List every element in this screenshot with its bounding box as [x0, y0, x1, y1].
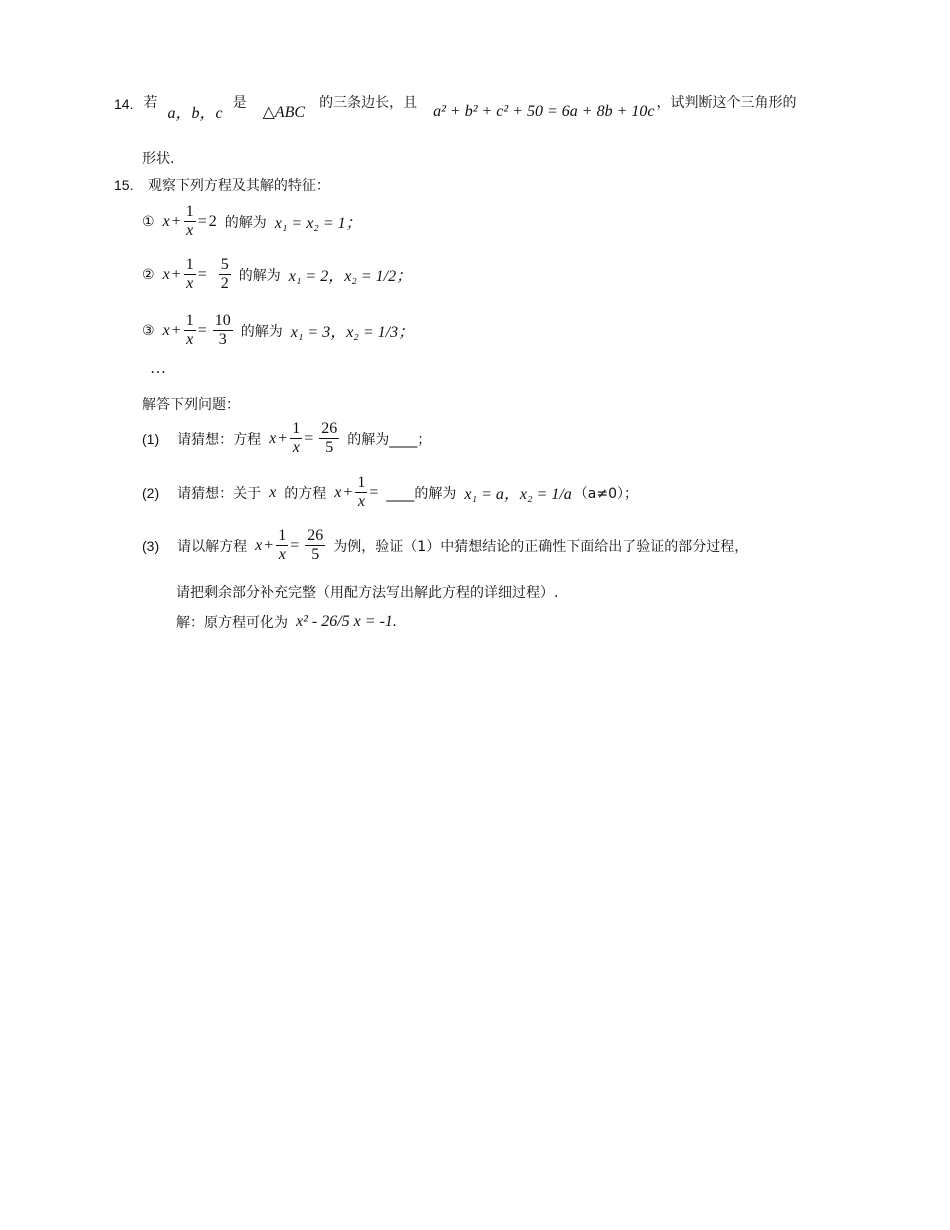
equals-sign: = [197, 265, 207, 283]
q14-number: 14. [114, 95, 134, 112]
item-mark: ② [142, 266, 155, 283]
equals-sign: = [290, 536, 300, 554]
part-tail: 为例，验证（1）中猜想结论的正确性下面给出了验证的部分过程， [333, 538, 749, 555]
part-tail: 的解为____； [347, 431, 432, 448]
eq-x: x [162, 265, 170, 283]
q15-part-1 [142, 420, 433, 457]
q15-item-1 [142, 203, 364, 240]
item-mark: ① [142, 213, 155, 230]
plus-sign: + [171, 212, 181, 230]
q15-number: 15. [114, 177, 134, 193]
q14-triangle: △ABC [262, 103, 306, 121]
q15-item-2 [142, 256, 414, 293]
item-solution: x₁ = 2，x₂ = 1/2； [288, 268, 413, 285]
part-solution: x₁ = a，x₂ = 1/a [464, 486, 572, 503]
q14-vars: a，b，c [167, 105, 223, 122]
part-condition: （a≠0）； [573, 485, 638, 502]
q14-text1: 的三条边长，且 [319, 94, 418, 111]
q14-line2: 形状. [142, 151, 175, 167]
eq-rhs-fraction: $\frac{5}{2}$ [220, 256, 229, 292]
eq-rhs-fraction: $\frac{26}{5}$ [307, 527, 324, 563]
q14-equation: a² + b² + c² + 50 = 6a + 8b + 10c [433, 102, 655, 120]
plus-sign: + [171, 265, 181, 283]
q15-intro: 观察下列方程及其解的特征： [147, 178, 330, 194]
part-lead: 请猜想：关于 [177, 485, 262, 502]
plus-sign: + [343, 483, 353, 501]
item-solution: x₁ = 3，x₂ = 1/3； [290, 324, 415, 341]
plus-sign: + [264, 536, 274, 554]
fraction-1-over-x: $\frac{1}{x}$ [185, 256, 194, 292]
equals-sign: = [197, 212, 207, 230]
part-label: (3) [142, 537, 160, 554]
part-label: (2) [142, 484, 160, 501]
eq-rhs-fraction: $\frac{10}{3}$ [214, 312, 231, 348]
item-text: 的解为 [240, 323, 283, 340]
fraction-1-over-x: $\frac{1}{x}$ [185, 203, 194, 239]
q14-ruo: 若 [143, 94, 158, 111]
q15-part-3-line3 [176, 612, 399, 632]
plus-sign: + [171, 321, 181, 339]
eq-x: x [269, 429, 277, 447]
eq-x: x [162, 321, 170, 339]
q15-header [114, 175, 330, 195]
q15-part-3-line2: 请把剩余部分补充完整（用配方法写出解此方程的详细过程）. [176, 585, 559, 601]
q14-shi: 是 [232, 94, 247, 111]
equals-sign: = [369, 483, 379, 501]
fraction-1-over-x: $\frac{1}{x}$ [357, 474, 366, 510]
fraction-1-over-x: $\frac{1}{x}$ [185, 312, 194, 348]
q15-item-3 [142, 312, 416, 349]
eq-x: x [255, 536, 263, 554]
q15-prompt: 解答下列问题： [142, 397, 240, 413]
item-text: 的解为 [238, 267, 281, 284]
fraction-1-over-x: $\frac{1}{x}$ [292, 420, 301, 456]
part-label: (1) [142, 430, 160, 447]
part-var: x [269, 483, 277, 501]
plus-sign: + [278, 429, 288, 447]
eq-rhs: 2 [208, 212, 217, 230]
equals-sign: = [197, 321, 207, 339]
eq-x: x [162, 212, 170, 230]
q14-line1 [114, 92, 798, 122]
item-solution: x₁ = x₂ = 1； [274, 215, 362, 232]
eq-rhs-fraction: $\frac{26}{5}$ [321, 420, 338, 456]
part-lead: 请以解方程 [177, 538, 248, 555]
equals-sign: = [304, 429, 314, 447]
part-mid: ____的解为 [386, 485, 457, 502]
item-mark: ③ [142, 322, 155, 339]
part-lead2: 的方程 [284, 485, 327, 502]
part-lead: 请猜想：方程 [177, 431, 262, 448]
q15-part-2 [142, 474, 640, 511]
q15-part-3 [142, 527, 750, 564]
ellipsis: … [150, 360, 166, 377]
fraction-1-over-x: $\frac{1}{x}$ [278, 527, 287, 563]
solution-lead: 解：原方程可化为 [176, 615, 288, 631]
solution-equation: x² - 26/5 x = -1. [296, 613, 397, 630]
eq-x: x [334, 483, 342, 501]
item-text: 的解为 [224, 214, 267, 231]
q14-text2: ，试判断这个三角形的 [656, 94, 797, 111]
